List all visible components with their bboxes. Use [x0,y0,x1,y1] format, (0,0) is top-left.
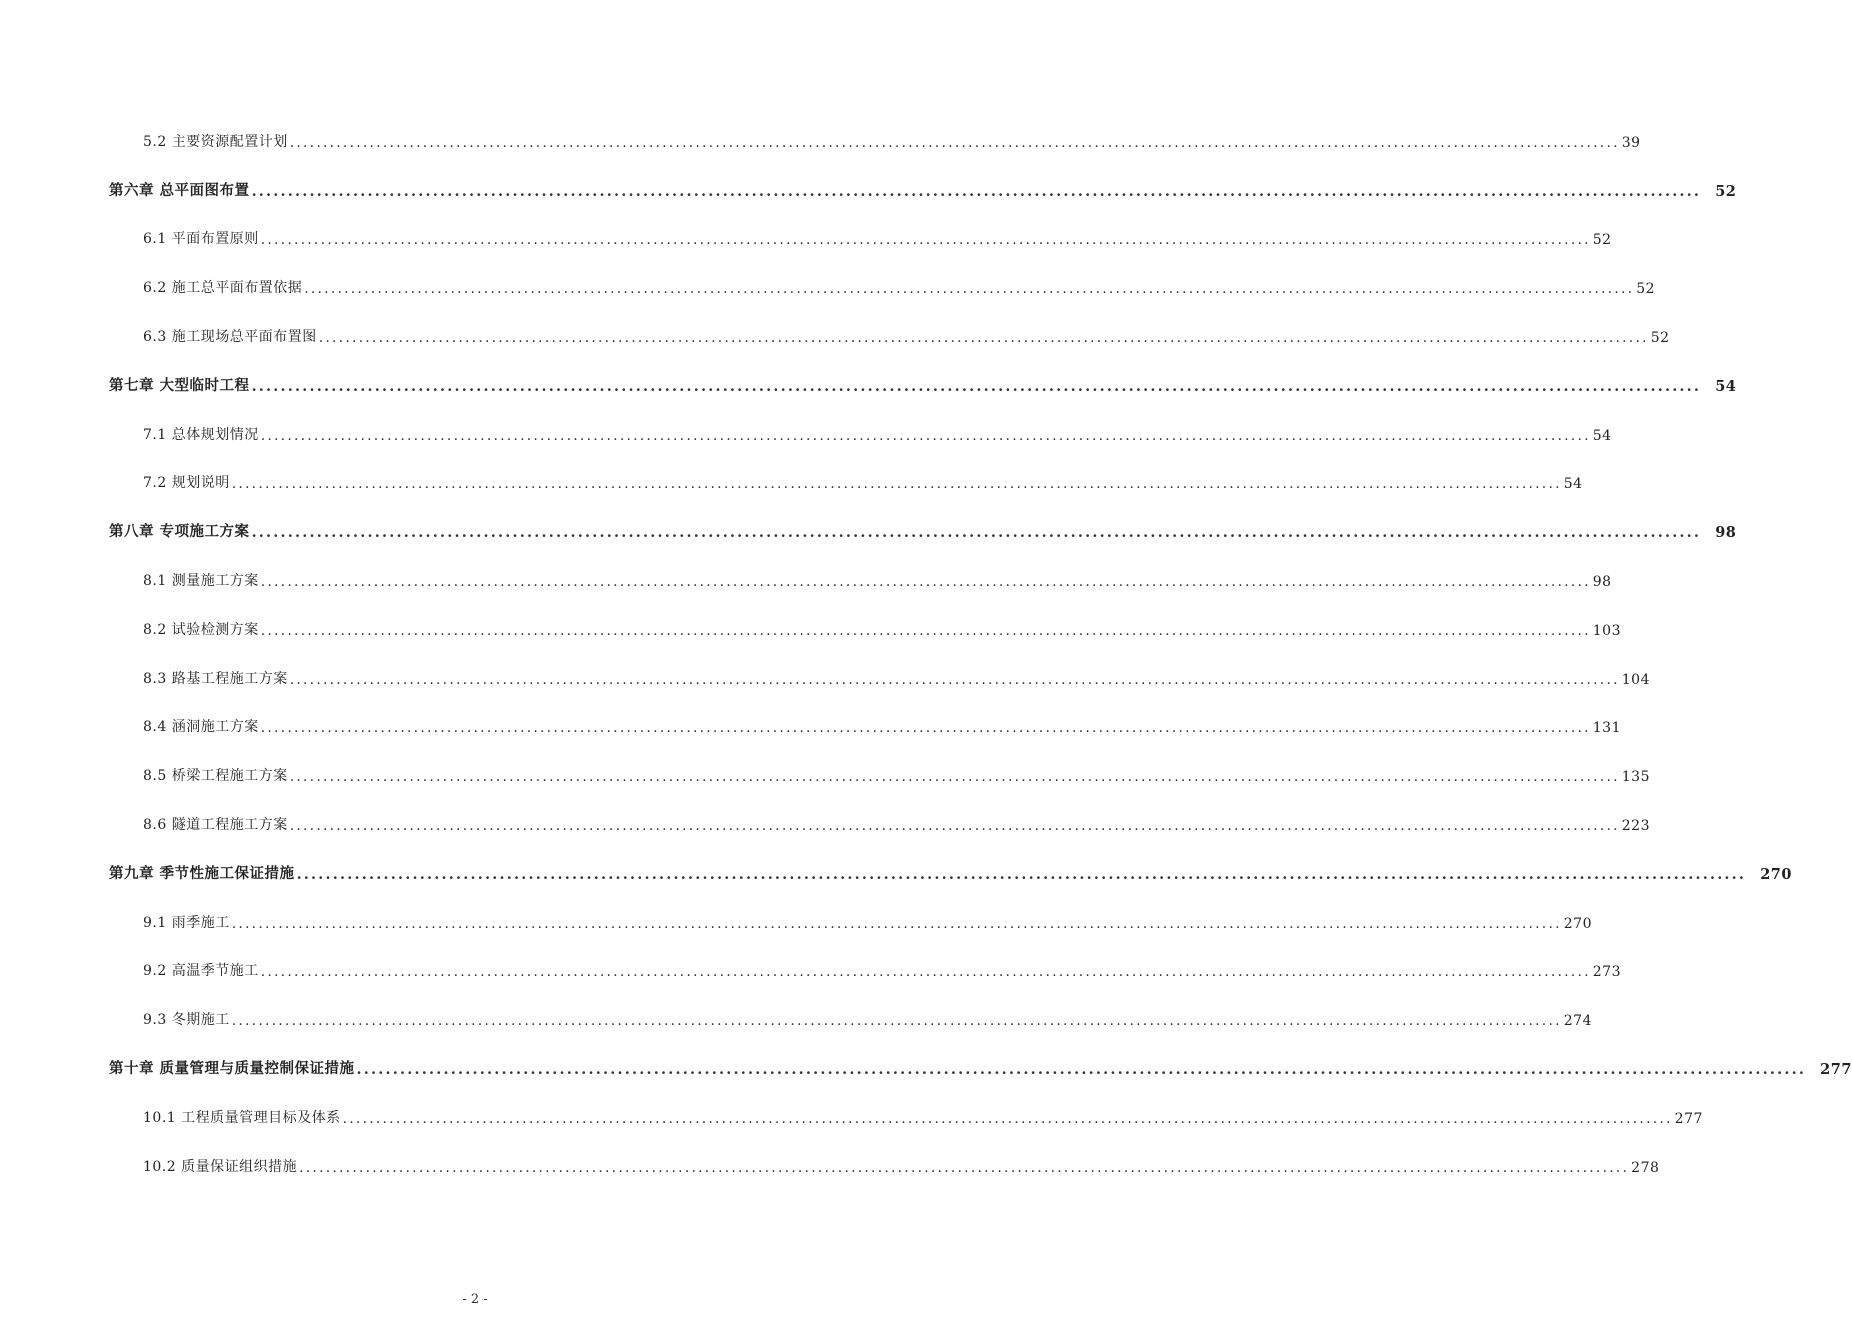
toc-chapter-entry[interactable] [109,847,1792,896]
toc-entry-title: 第八章 专项施工方案 [109,523,250,541]
toc-entry-title: 9.3 冬期施工 [143,1012,230,1029]
toc-entry-page-number: 223 [1621,817,1650,834]
toc-entry-title: 第九章 季节性施工保证措施 [109,864,295,882]
toc-entry-title: 第六章 总平面图布置 [109,181,250,199]
toc-entry-title: 8.4 涵洞施工方案 [143,719,259,736]
toc-entry-page-number: 273 [1592,964,1621,981]
toc-section-entry[interactable] [109,554,1612,603]
page-number: - 2 - [462,1292,488,1307]
toc-section-entry[interactable] [109,261,1656,310]
toc-entry-title: 8.2 试验检测方案 [143,621,259,638]
toc-dot-leader: ........................................................................................................................................................................................................ [231,1013,1562,1030]
toc-chapter-entry[interactable] [109,505,1737,554]
toc-dot-leader: ........................................................................................................................................................................................................ [260,232,1591,249]
toc-entry-page-number: 274 [1563,1013,1592,1030]
toc-entry-page-number: 103 [1592,622,1621,639]
toc-entry-title: 8.6 隧道工程施工方案 [143,816,288,833]
toc-dot-leader: ........................................................................................................................................................................................................ [260,720,1591,737]
toc-section-entry[interactable] [109,652,1650,701]
toc-entry-title: 9.2 高温季节施工 [143,963,259,980]
toc-dot-leader: ........................................................................................................................................................................................................ [318,329,1649,346]
toc-entry-page-number: 278 [1631,1159,1660,1176]
toc-entry-page-number: 98 [1715,524,1737,542]
toc-entry-title: 10.1 工程质量管理目标及体系 [143,1109,341,1126]
toc-dot-leader: ........................................................................................................................................................................................................ [231,476,1562,493]
toc-entry-title: 8.1 测量施工方案 [143,572,259,589]
toc-entry-title: 第七章 大型临时工程 [109,376,250,394]
toc-section-entry[interactable] [109,749,1650,798]
toc-dot-leader: ........................................................................................................................................................................................................ [304,281,1635,298]
toc-entry-page-number: 54 [1563,476,1583,493]
toc-section-entry[interactable] [109,603,1621,652]
toc-entry-page-number: 98 [1592,573,1612,590]
toc-entry-title: 6.1 平面布置原则 [143,231,259,248]
toc-dot-leader: ........................................................................................................................................................................................................ [251,377,1702,395]
toc-entry-title: 9.1 雨季施工 [143,914,230,931]
toc-chapter-entry[interactable] [109,164,1737,213]
toc-dot-leader: ........................................................................................................................................................................................................ [342,1110,1673,1127]
toc-dot-leader: ........................................................................................................................................................................................................ [251,524,1702,542]
toc-chapter-entry[interactable] [109,1042,1852,1091]
toc-entry-title: 6.3 施工现场总平面布置图 [143,328,317,345]
toc-entry-page-number: 54 [1592,427,1612,444]
toc-dot-leader: ........................................................................................................................................................................................................ [299,1159,1630,1176]
toc-dot-leader: ........................................................................................................................................................................................................ [289,134,1620,151]
toc-section-entry[interactable] [109,993,1592,1042]
table-of-contents [109,115,1852,1189]
toc-section-entry[interactable] [109,1091,1703,1140]
toc-dot-leader: ........................................................................................................................................................................................................ [260,573,1591,590]
toc-entry-page-number: 270 [1760,865,1792,883]
toc-entry-title: 5.2 主要资源配置计划 [143,133,288,150]
toc-section-entry[interactable] [109,115,1641,164]
toc-section-entry[interactable] [109,213,1612,262]
toc-dot-leader: ........................................................................................................................................................................................................ [260,964,1591,981]
toc-entry-title: 10.2 质量保证组织措施 [143,1158,298,1175]
toc-section-entry[interactable] [109,457,1583,506]
toc-dot-leader: ........................................................................................................................................................................................................ [251,182,1702,200]
toc-entry-title: 第十章 质量管理与质量控制保证措施 [109,1059,355,1077]
toc-dot-leader: ........................................................................................................................................................................................................ [356,1060,1807,1078]
toc-dot-leader: ........................................................................................................................................................................................................ [260,427,1591,444]
toc-entry-title: 8.5 桥梁工程施工方案 [143,768,288,785]
toc-dot-leader: ........................................................................................................................................................................................................ [289,769,1620,786]
toc-dot-leader: ........................................................................................................................................................................................................ [231,915,1562,932]
toc-section-entry[interactable] [109,798,1650,847]
toc-dot-leader: ........................................................................................................................................................................................................ [296,865,1747,883]
toc-section-entry[interactable] [109,310,1670,359]
toc-entry-page-number: 52 [1592,232,1612,249]
toc-entry-page-number: 54 [1715,377,1737,395]
toc-dot-leader: ........................................................................................................................................................................................................ [260,622,1591,639]
toc-entry-title: 6.2 施工总平面布置依据 [143,280,303,297]
toc-section-entry[interactable] [109,701,1621,750]
toc-entry-page-number: 270 [1563,915,1592,932]
toc-entry-page-number: 277 [1820,1060,1852,1078]
toc-entry-page-number: 277 [1674,1110,1703,1127]
toc-entry-page-number: 131 [1592,720,1621,737]
toc-entry-page-number: 52 [1715,182,1737,200]
toc-entry-page-number: 39 [1621,134,1641,151]
toc-chapter-entry[interactable] [109,359,1737,408]
toc-entry-page-number: 52 [1636,281,1656,298]
toc-section-entry[interactable] [109,408,1612,457]
toc-section-entry[interactable] [109,945,1621,994]
toc-entry-title: 8.3 路基工程施工方案 [143,670,288,687]
toc-section-entry[interactable] [109,896,1592,945]
toc-entry-page-number: 52 [1650,329,1670,346]
toc-dot-leader: ........................................................................................................................................................................................................ [289,817,1620,834]
toc-entry-page-number: 135 [1621,769,1650,786]
toc-dot-leader: ........................................................................................................................................................................................................ [289,671,1620,688]
toc-entry-title: 7.1 总体规划情况 [143,426,259,443]
toc-entry-title: 7.2 规划说明 [143,475,230,492]
toc-section-entry[interactable] [109,1140,1660,1189]
toc-entry-page-number: 104 [1621,671,1650,688]
